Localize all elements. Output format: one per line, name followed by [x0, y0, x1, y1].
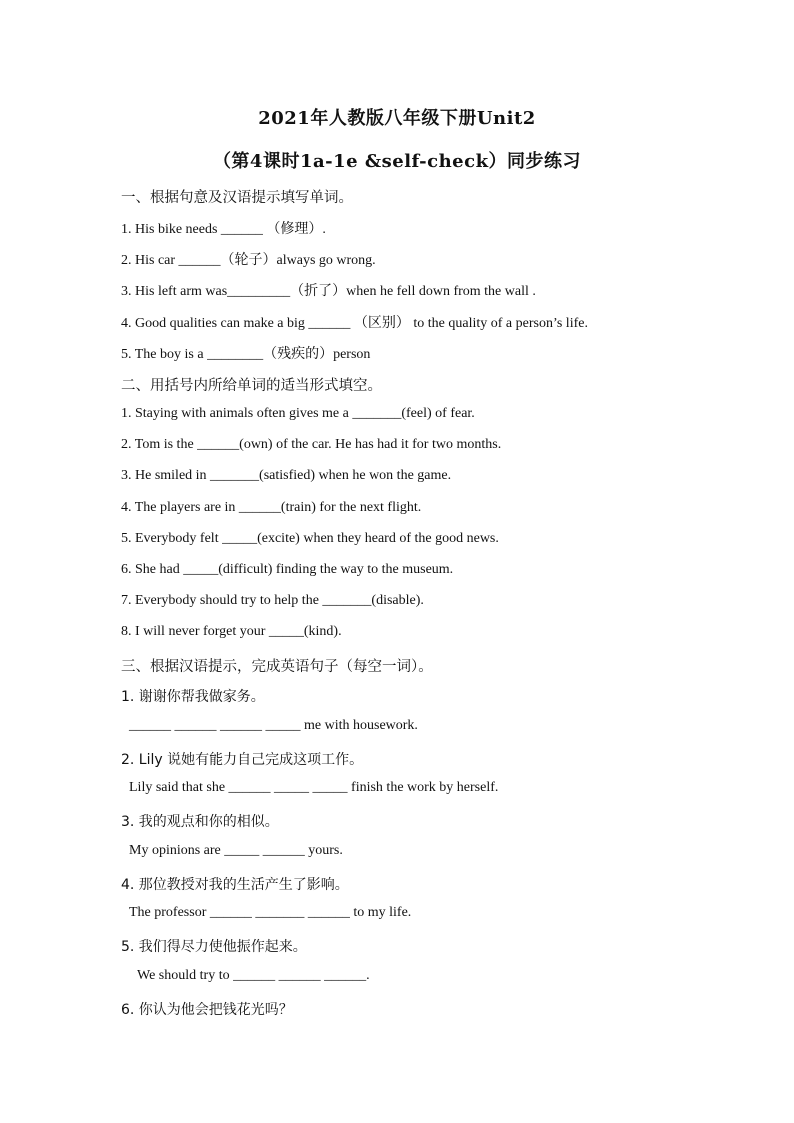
section-2-item-6: 6. She had _____(difficult) finding the way to the museum. — [121, 562, 454, 577]
section-3-item-3-en: My opinions are _____ ______ yours. — [129, 843, 343, 858]
section-1-item-5: 5. The boy is a ________（残疾的）person — [121, 347, 371, 362]
section-1-item-4: 4. Good qualities can make a big ______ （区别） to the quality of a person’s life. — [121, 316, 588, 331]
section-3-item-2-cn: 2. Lily 说她有能力自己完成这项工作。 — [121, 752, 364, 768]
section-2-item-3: 3. He smiled in _______(satisfied) when he won the game. — [121, 468, 452, 483]
section-2-item-7: 7. Everybody should try to help the _______(disable). — [121, 593, 424, 608]
section-3-item-4-cn: 4. 那位教授对我的生活产生了影响。 — [121, 877, 349, 893]
section-3-item-1-en: ______ ______ ______ _____ me with housework. — [129, 718, 418, 733]
section-1-item-1: 1. His bike needs ______ （修理）. — [121, 222, 326, 237]
section-2-item-1: 1. Staying with animals often gives me a _______(feel) of fear. — [121, 406, 475, 421]
section-3-item-2-en: Lily said that she ______ _____ _____ finish the work by herself. — [129, 780, 499, 795]
page-subtitle: （第4课时1a-1e &self-check）同步练习 — [212, 151, 582, 172]
section-1-item-2: 2. His car ______（轮子）always go wrong. — [121, 253, 376, 268]
section-3-item-5-cn: 5. 我们得尽力使他振作起来。 — [121, 939, 307, 955]
section-2-item-4: 4. The players are in ______(train) for the next flight. — [121, 500, 422, 515]
section-1-item-3: 3. His left arm was_________（折了）when he fell down from the wall . — [121, 284, 536, 299]
section-2-item-2: 2. Tom is the ______(own) of the car. He has had it for two months. — [121, 437, 502, 452]
section-3-item-4-en: The professor ______ _______ ______ to my life. — [129, 905, 412, 920]
section-3-item-3-cn: 3. 我的观点和你的相似。 — [121, 814, 279, 830]
section-3-item-1-cn: 1. 谢谢你帮我做家务。 — [121, 689, 265, 705]
section-2-item-5: 5. Everybody felt _____(excite) when they heard of the good news. — [121, 531, 499, 546]
section-3-item-6-cn: 6. 你认为他会把钱花光吗？ — [121, 1002, 293, 1018]
section-1-heading: 一、根据句意及汉语提示填写单词。 — [121, 190, 353, 206]
section-3-heading: 三、根据汉语提示，完成英语句子（每空一词）。 — [121, 659, 433, 675]
page-title: 2021年人教版八年级下册Unit2 — [258, 108, 536, 129]
section-2-heading: 二、用括号内所给单词的适当形式填空。 — [121, 378, 382, 394]
section-3-item-5-en: We should try to ______ ______ ______. — [137, 968, 370, 983]
section-2-item-8: 8. I will never forget your _____(kind). — [121, 624, 342, 639]
